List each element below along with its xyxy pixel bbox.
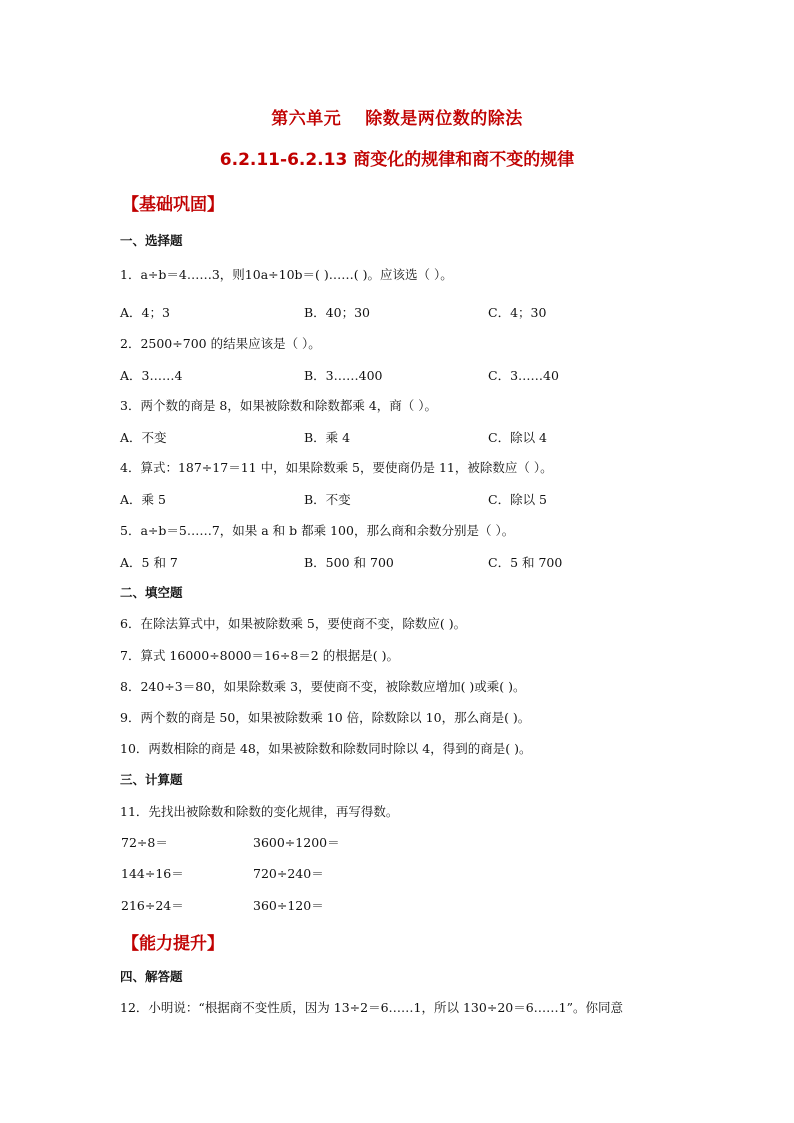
question-3-option-c: C．除以 4 [488, 430, 547, 445]
question-8: 8．240÷3＝80，如果除数乘 3，要使商不变，被除数应增加( )或乘( )。 [120, 679, 526, 694]
calc-item: 72÷8＝ [121, 835, 168, 850]
section-advanced: 【能力提升】 [122, 934, 224, 954]
calc-item: 144÷16＝ [121, 866, 184, 881]
question-7: 7．算式 16000÷8000＝16÷8＝2 的根据是( )。 [120, 648, 399, 663]
calc-item: 360÷120＝ [253, 898, 324, 913]
question-4-option-a: A．乘 5 [120, 492, 166, 507]
unit-label: 第六单元 [271, 109, 342, 129]
question-5-option-b: B．500 和 700 [304, 555, 394, 570]
part-answer-heading: 四、解答题 [120, 969, 183, 984]
unit-topic: 除数是两位数的除法 [365, 109, 523, 129]
unit-title [0, 104, 794, 129]
question-4-option-b: B．不变 [304, 492, 351, 507]
question-3-option-a: A．不变 [120, 430, 167, 445]
question-1-option-a: A．4；3 [120, 305, 170, 320]
question-5-option-a: A．5 和 7 [120, 555, 178, 570]
question-6: 6．在除法算式中，如果被除数乘 5，要使商不变，除数应( )。 [120, 616, 467, 631]
question-1-option-c: C．4；30 [488, 305, 547, 320]
question-4: 4．算式：187÷17＝11 中，如果除数乘 5，要使商仍是 11，被除数应（ ）。 [120, 460, 553, 475]
question-1: 1．a÷b＝4……3，则10a÷10b＝( )……( )。应该选（ ）。 [120, 267, 453, 282]
part-choice-heading: 一、选择题 [120, 233, 183, 248]
question-2: 2．2500÷700 的结果应该是（ ）。 [120, 336, 321, 351]
question-4-option-c: C．除以 5 [488, 492, 547, 507]
question-5-option-c: C．5 和 700 [488, 555, 563, 570]
question-10: 10．两数相除的商是 48，如果被除数和除数同时除以 4，得到的商是( )。 [120, 741, 532, 756]
question-5: 5．a÷b＝5……7，如果 a 和 b 都乘 100，那么商和余数分别是（ ）。 [120, 523, 515, 538]
question-2-option-b: B．3……400 [304, 368, 383, 383]
section-basic: 【基础巩固】 [122, 195, 224, 215]
question-12: 12．小明说：“根据商不变性质，因为 13÷2＝6……1，所以 130÷20＝6……1”。你同意 [120, 1000, 624, 1015]
question-1-option-b: B．40；30 [304, 305, 370, 320]
question-2-option-c: C．3……40 [488, 368, 559, 383]
part-fill-heading: 二、填空题 [120, 585, 183, 600]
question-3: 3．两个数的商是 8，如果被除数和除数都乘 4，商（ ）。 [120, 398, 438, 413]
question-3-option-b: B．乘 4 [304, 430, 351, 445]
calc-item: 216÷24＝ [121, 898, 184, 913]
calc-item: 3600÷1200＝ [253, 835, 340, 850]
lesson-title: 6.2.11-6.2.13 商变化的规律和商不变的规律 [219, 150, 575, 170]
question-11: 11．先找出被除数和除数的变化规律，再写得数。 [120, 804, 399, 819]
question-2-option-a: A．3……4 [120, 368, 183, 383]
question-9: 9．两个数的商是 50，如果被除数乘 10 倍，除数除以 10，那么商是( )。 [120, 710, 531, 725]
part-calc-heading: 三、计算题 [120, 772, 183, 787]
calc-item: 720÷240＝ [253, 866, 324, 881]
